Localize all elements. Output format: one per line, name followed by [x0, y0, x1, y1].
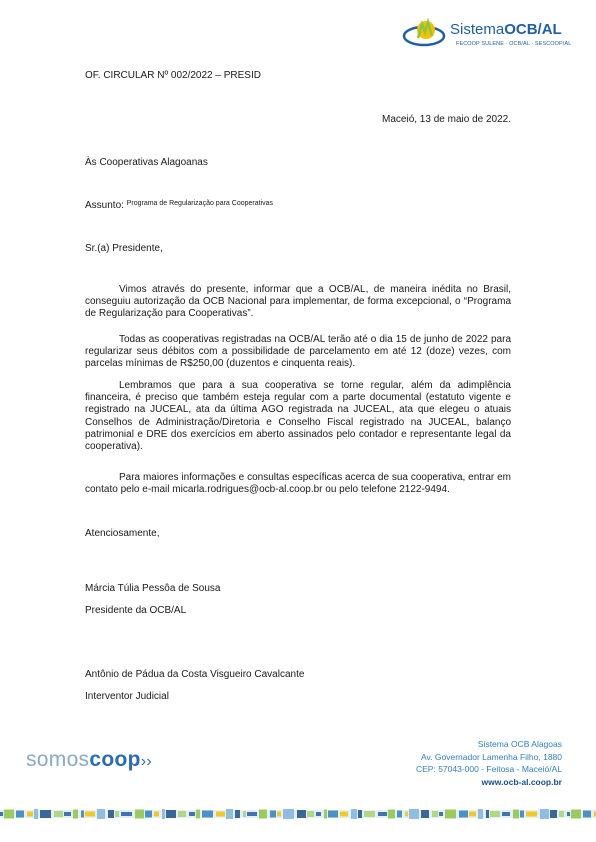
subject-text: Programa de Regularização para Cooperativas — [126, 200, 274, 207]
chevrons-icon: ›› — [140, 753, 152, 770]
salutation: Sr.(a) Presidente, — [85, 243, 163, 254]
footer-address — [416, 738, 562, 788]
brand-bold: coop — [89, 748, 141, 771]
letter-subject — [85, 200, 273, 213]
subject-label: Assunto: — [85, 200, 124, 211]
letter-reference: OF. CIRCULAR Nº 002/2022 – PRESID — [85, 70, 261, 81]
body-paragraph: Vimos através do presente, informar que a OCB/AL, de maneira inédita no Brasil, conseguiu autorização da OCB Nacional para implementar, de forma excepcional, o “Programa de Regularização para Cooperativas”. — [85, 284, 511, 320]
body-paragraph: Todas as cooperativas registradas na OCB/AL terão até o dia 15 de junho de 2022 para regularizar seus débitos com a possibilidade de parcelamento em até 12 (doze) vezes, com parcelas mínimas de R$250,00 (duzentos e cinquenta reais). — [85, 334, 511, 370]
letter-date: Maceió, 13 de maio de 2022. — [382, 114, 511, 125]
brand-light: somos — [26, 748, 90, 771]
ocb-logo — [402, 16, 582, 56]
logo-subtitle: FECOOP SULENE · OCB/AL · SESCOOP/AL — [456, 41, 572, 47]
logo-name-bold: OCB/AL — [504, 21, 562, 38]
body-paragraph: Para maiores informações e consultas específicas acerca de sua cooperativa, entrar em contato pelo e-mail micarla.rodrigues@ocb-al.coop.br ou pelo telefone 2122-9494. — [85, 472, 511, 496]
footer-address-line: CEP: 57043-000 - Feitosa - Maceió/AL — [416, 764, 562, 774]
signatory-role: Presidente da OCB/AL — [85, 605, 187, 616]
decorative-color-strip — [0, 807, 596, 821]
somoscoop-logo — [26, 748, 152, 772]
logo-name-plain: Sistema — [450, 21, 505, 38]
letter-addressee: Às Cooperativas Alagoanas — [85, 157, 208, 168]
closing: Atenciosamente, — [85, 528, 160, 539]
signatory-name: Márcia Túlia Pessôa de Sousa — [85, 583, 221, 594]
footer-address-line: Sistema OCB Alagoas — [477, 739, 562, 749]
signatory-name: Antônio de Pádua da Costa Visgueiro Cavalcante — [85, 669, 305, 680]
footer-website[interactable]: www.ocb-al.coop.br — [481, 776, 562, 787]
body-paragraph: Lembramos que para a sua cooperativa se torne regular, além da adimplência financeira, é preciso que também esteja regular com a parte documental (estatuto vigente e registrado na JUCEAL, ata da última AGO registrada na JUCEAL, ata que elegeu o atuais Conselhos de Administração/Diretoria e Conselho Fiscal registrado na JUCEAL, balanço patrimonial e DRE dos exercícios em aberto assinados pelo contador e representante legal da cooperativa). — [85, 380, 511, 453]
footer-address-line: Av. Governador Lamenha Filho, 1880 — [421, 751, 562, 762]
signatory-role: Interventor Judicial — [85, 691, 169, 702]
ocb-emblem-icon — [402, 16, 452, 52]
